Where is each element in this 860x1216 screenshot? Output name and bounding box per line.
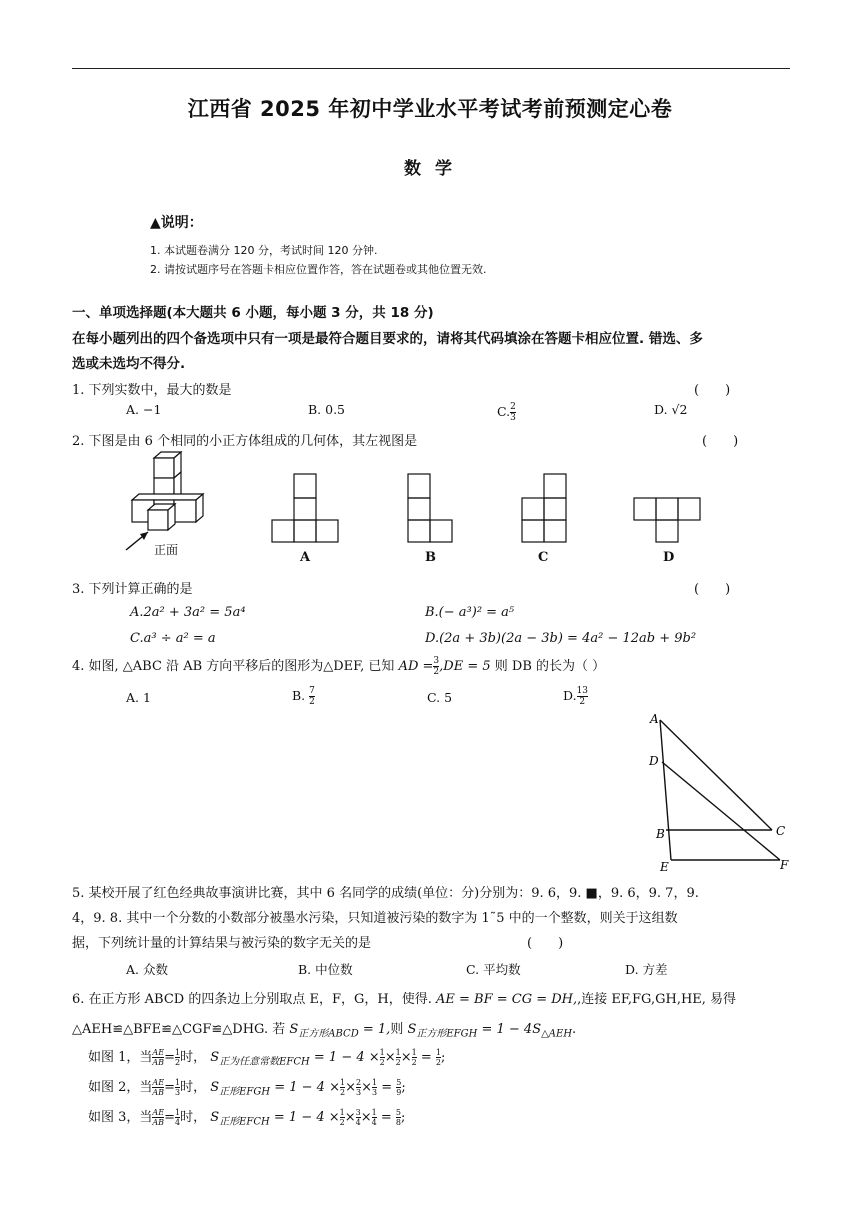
note-item-2: 2. 请按试题序号在答题卡相应位置作答，答在试题卷或其他位置无效. [150, 263, 487, 276]
subject-title: 数 学 [404, 159, 456, 179]
note-item-1: 1. 本试题卷满分 120 分，考试时间 120 分钟. [150, 244, 378, 257]
q4-stem: 4. 如图, △ABC 沿 AB 方向平移后的图形为△DEF, 已知 AD = $\frac{3}{2}$ ,DE = 5 则 DB 的长为（ ） [72, 656, 606, 677]
section-instruction-2: 选或未选均不得分. [72, 356, 186, 372]
q4-option-a: A. 1 [126, 690, 151, 705]
q1-answer-paren: ( ) [694, 383, 731, 398]
q1-option-c: C. $\frac{2}{3}$ [497, 402, 516, 423]
q2-label-a: A [300, 550, 311, 565]
q2-stem: 2. 下图是由 6 个相同的小正方体组成的几何体，其左视图是 [72, 434, 418, 449]
q2-label-b: B [425, 550, 436, 565]
q2-front-label: 正面 [154, 543, 179, 557]
page-title: 江西省 2025 年初中学业水平考试考前预测定心卷 [187, 97, 673, 121]
q6-fig2-line: 如图 2，当 $\frac{AE}{AB}$ = $\frac{1}{3}$ 时， $S_{正形EFGH} = 1 - 4$ × $\frac{1}{2}$ × $\frac{2}{3}$ × $\frac{1}{3}$ = $\frac{5}{9}$ ; [88, 1078, 406, 1098]
q5-line-2: 4，9. 8. 其中一个分数的小数部分被墨水污染，只知道被污染的数字为 1˜5 中的一个整数，则关于这组数 [72, 911, 678, 926]
section-heading: 一、单项选择题(本大题共 6 小题，每小题 3 分，共 18 分) [72, 305, 434, 321]
q2-label-c: C [538, 550, 549, 565]
q4-point-e: E [660, 860, 669, 874]
top-rule [72, 68, 790, 69]
q6-fig1-line: 如图 1，当 $\frac{AE}{AB}$ = $\frac{1}{2}$ 时， $S_{正为任意常数EFCH} = 1 - 4$ × $\frac{1}{2}$ × $\frac{1}{2}$ × $\frac{1}{2}$ = $\frac{1}{2}$ ; [88, 1048, 446, 1068]
section-instruction-1: 在每小题列出的四个备选项中只有一项是最符合题目要求的，请将其代码填涂在答题卡相应位置. 错选、多 [72, 331, 703, 347]
q5-line-3: 据，下列统计量的计算结果与被污染的数字无关的是 [72, 936, 372, 951]
q5-option-c: C. 平均数 [466, 962, 521, 977]
q5-option-d: D. 方差 [625, 962, 668, 977]
q5-option-a: A. 众数 [126, 962, 168, 977]
q3-option-a: A.2a² + 3a² = 5a⁴ [130, 605, 246, 620]
q5-answer-paren: ( ) [527, 936, 564, 951]
q2-label-d: D [663, 550, 675, 565]
q4-option-c: C. 5 [427, 690, 453, 705]
q4-option-d: D. $\frac{13}{2}$ [563, 686, 589, 707]
q6-line-2: △AEH≌△BFE≌△CGF≌△DHG. 若 $S_{正方形ABCD} = 1$,则 $S_{正方形EFGH} = 1 - 4S_{\triangle AEH}$. [72, 1022, 577, 1040]
q1-stem: 1. 下列实数中，最大的数是 [72, 383, 232, 398]
q4-point-b: B [656, 827, 665, 841]
q1-option-b: B. 0.5 [308, 402, 346, 417]
notes-heading: ▲说明： [150, 215, 203, 231]
q6-line-1: 6. 在正方形 ABCD 的四条边上分别取点 E，F，G，H，使得. AE = BF = CG = DH,,连接 EF,FG,GH,HE, 易得 [72, 992, 737, 1007]
q1-option-d: D. √2 [654, 402, 688, 417]
q4-point-a: A [650, 712, 659, 726]
q4-option-b: B. $\frac{7}{2}$ [292, 686, 315, 707]
q5-option-b: B. 中位数 [298, 962, 353, 977]
q4-point-d: D [649, 754, 659, 768]
q3-stem: 3. 下列计算正确的是 [72, 582, 193, 597]
q3-option-b: B.(− a³)² = a⁵ [425, 605, 515, 620]
q3-option-d: D.(2a + 3b)(2a − 3b) = 4a² − 12ab + 9b² [425, 631, 697, 646]
q3-option-c: C.a³ ÷ a² = a [130, 631, 216, 646]
q4-point-c: C [776, 824, 786, 838]
q4-point-f: F [780, 858, 789, 872]
q3-answer-paren: ( ) [694, 582, 731, 597]
q2-option-views [268, 472, 728, 548]
q1-option-a: A. −1 [126, 402, 162, 417]
q4-translation-figure [640, 708, 800, 878]
q6-fig3-line: 如图 3，当 $\frac{AE}{AB}$ = $\frac{1}{4}$ 时， $S_{正形EFCH} = 1 - 4$ × $\frac{1}{2}$ × $\frac{3}{4}$ × $\frac{1}{4}$ = $\frac{5}{8}$ ; [88, 1108, 406, 1128]
q5-line-1: 5. 某校开展了红色经典故事演讲比赛，其中 6 名同学的成绩(单位：分)分别为：9. 6，9. ■，9. 6，9. 7，9. [72, 886, 699, 901]
q2-answer-paren: ( ) [702, 434, 739, 449]
